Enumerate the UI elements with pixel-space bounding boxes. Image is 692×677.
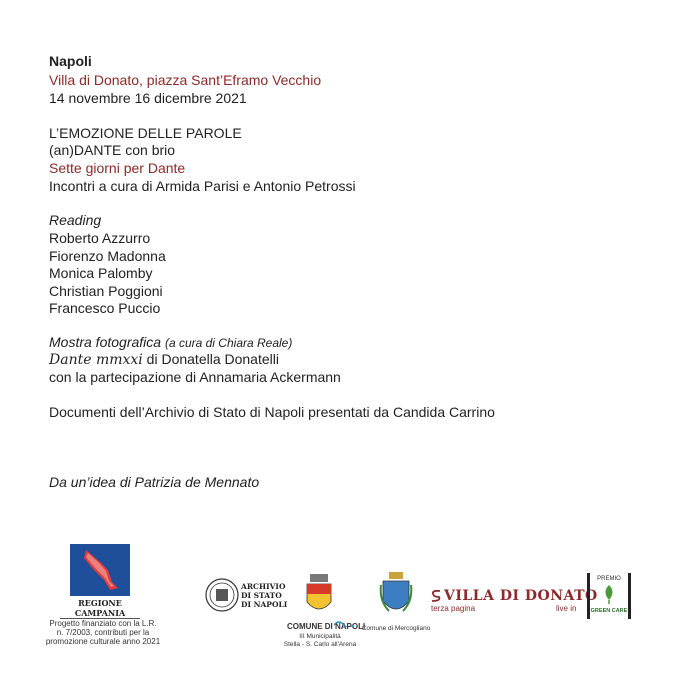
villa-live-in: live in <box>556 604 577 613</box>
reader-name: Fiorenzo Madonna <box>49 248 166 264</box>
exhibition-work-title: Dante mmxxi <box>49 352 143 368</box>
regione-campania-label: REGIONE CAMPANIA <box>60 598 140 619</box>
venue-place: Villa di Donato, piazza Sant’Eframo Vecchio <box>49 72 322 88</box>
villa-terza-pagina: terza pagina <box>431 604 476 613</box>
event-curators: Incontri a cura di Armida Parisi e Antonio Petrossi <box>49 178 356 194</box>
funding-caption-line: Progetto finanziato con la L.R. <box>49 619 157 628</box>
exhibition-heading-note: (a cura di Chiara Reale) <box>164 336 293 350</box>
reader-name: Christian Poggioni <box>49 283 163 299</box>
exhibition-participation: con la partecipazione di Annamaria Ackermann <box>49 369 341 385</box>
archivio-seal-icon <box>205 578 239 612</box>
premio-label: PREMIO <box>597 576 621 582</box>
regione-campania-emblem-icon <box>70 544 130 596</box>
villa-di-donato-label: VILLA DI DONATO <box>444 588 598 604</box>
municipalita-line: III Municipalità <box>299 633 341 640</box>
archivio-label-line: ARCHIVIO <box>241 582 286 591</box>
event-dates: 14 novembre 16 dicembre 2021 <box>49 90 247 106</box>
reader-name: Monica Palomby <box>49 265 153 281</box>
villa-monogram-icon <box>430 589 442 603</box>
comune-napoli-crest-icon <box>304 572 334 616</box>
funding-caption-line: promozione culturale anno 2021 <box>45 637 161 646</box>
green-care-label: GREEN CARE <box>590 608 628 614</box>
exhibition-work-row <box>49 350 279 369</box>
municipalita-caption <box>272 633 368 649</box>
event-series: Sette giorni per Dante <box>49 160 186 176</box>
leaf-icon <box>601 584 617 604</box>
mercogliano-label: Comune di Mercogliano <box>361 625 431 632</box>
event-subtitle: (an)DANTE con brio <box>49 142 176 158</box>
reading-heading: Reading <box>49 212 102 228</box>
idea-credit: Da un’idea di Patrizia de Mennato <box>49 474 260 490</box>
documents-line: Documenti dell’Archivio di Stato di Napoli presentati da Candida Carrino <box>49 404 495 420</box>
mercogliano-crest-icon <box>379 571 413 619</box>
archivio-label-line: DI NAPOLI <box>241 600 288 609</box>
reader-name: Roberto Azzurro <box>49 230 151 246</box>
funding-caption <box>28 619 178 646</box>
archivio-label-line: DI STATO <box>241 591 282 600</box>
reader-name: Francesco Puccio <box>49 300 161 316</box>
funding-caption-line: n. 7/2003, contributi per la <box>56 628 150 637</box>
event-title: L’EMOZIONE DELLE PAROLE <box>49 125 242 141</box>
archivio-label <box>241 582 287 609</box>
comune-napoli-label: COMUNE DI NAPOLI <box>287 622 366 631</box>
municipalita-line: Stella - S. Carlo all'Arena <box>283 641 357 648</box>
exhibition-work-author: di Donatella Donatelli <box>146 351 279 367</box>
wave-icon <box>334 614 354 622</box>
city: Napoli <box>49 53 92 69</box>
exhibition-heading: Mostra fotografica <box>49 334 162 350</box>
